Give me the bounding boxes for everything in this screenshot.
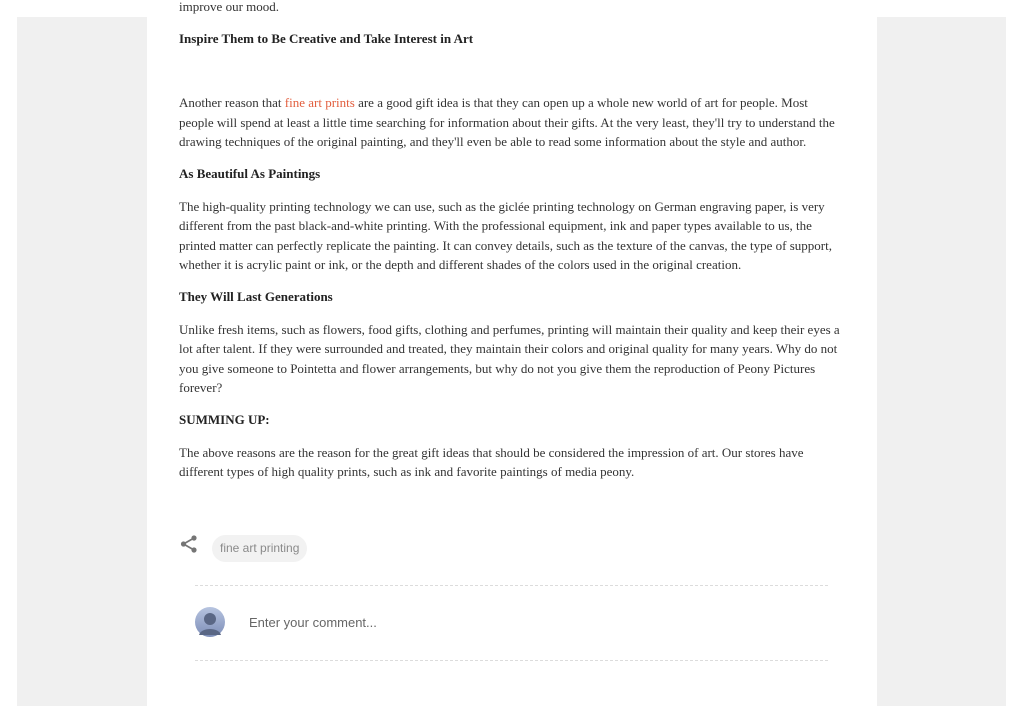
heading-beautiful: As Beautiful As Paintings: [179, 166, 321, 182]
comment-input[interactable]: [249, 612, 809, 632]
paragraph-summary: The above reasons are the reason for the great gift ideas that should be considered the impression of art. Our stores have different types of high quality prints, such as ink and favorite paintings of media peony.: [179, 444, 804, 480]
post-body: [179, 0, 844, 494]
post-container: [147, 0, 877, 706]
share-icon-graphic: [179, 534, 199, 554]
user-avatar-icon: [195, 607, 225, 637]
share-icon[interactable]: [179, 534, 199, 554]
comment-box: [195, 585, 828, 661]
paragraph-reason: [179, 93, 844, 152]
spacer: [179, 61, 844, 93]
cut-off-text: improve our mood.: [179, 0, 280, 14]
paragraph-reason-start: Another reason that: [179, 95, 285, 111]
label-tag[interactable]: fine art printing: [212, 535, 307, 562]
post-footer: [179, 532, 844, 572]
heading-inspire: Inspire Them to Be Creative and Take Interest in Art: [179, 31, 474, 47]
paragraph-technology: The high-quality printing technology we can use, such as the giclée printing technology on German engraving paper, is very different from the past black-and-white printing. With the professional equipment, ink and paper types available to us, the printed matter can perfectly replicate the painting. It can convey details, such as the texture of the canvas, the type of support, whether it is acrylic paint or ink, or the depth and different shades of the colors used in the original creation.: [179, 198, 833, 273]
paragraph-last: Unlike fresh items, such as flowers, food gifts, clothing and perfumes, printing will maintain their quality and keep their eyes a lot after talent. If they were surrounded and treated, they maintain their colors and original quality for many years. Why do not you give someone to Pointetta and flower arrangements, but why do not you give them the reproduction of Peony Pictures forever?: [179, 321, 840, 396]
heading-summing-up: SUMMING UP:: [179, 412, 270, 428]
fine-art-prints-link[interactable]: fine art prints: [284, 95, 355, 111]
avatar-graphic: [195, 607, 225, 637]
heading-generations: They Will Last Generations: [179, 289, 333, 305]
paragraph-reason-end: are a good gift idea is that they can open up a whole new world of art for people. Most people will spend at least a little time searching for information about their gifts. At the very least, they'll try to understand the drawing techniques of the original painting, and they'll even be able to read some information about the style and author.: [179, 95, 835, 150]
